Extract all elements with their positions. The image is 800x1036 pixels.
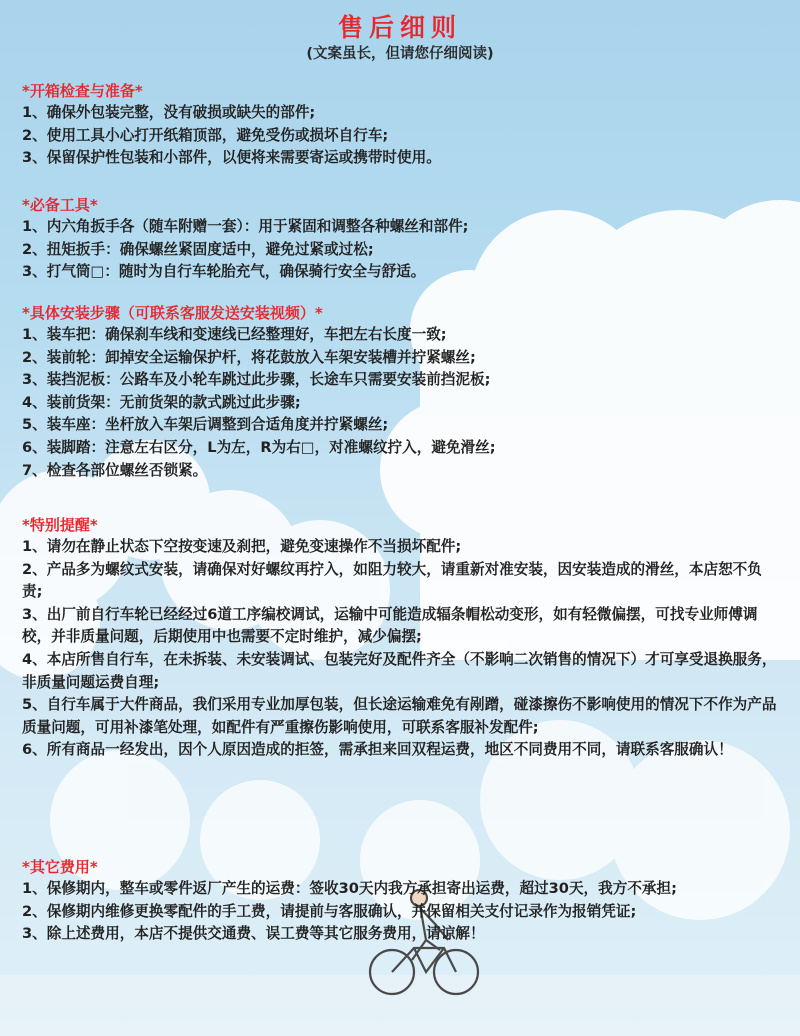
section-notice	[22, 514, 782, 762]
section-title-tools: *必备工具*	[22, 196, 98, 214]
list-item: 5、装车座：坐杆放入车架后调整到合适角度并拧紧螺丝;	[22, 416, 389, 434]
list-item: 1、请勿在静止状态下空按变速及刹把，避免变速操作不当损坏配件;	[22, 538, 462, 555]
list-item: 1、保修期内，整车或零件返厂产生的运费：签收30天内我方承担寄出运费，超过30天，我方不承担;	[22, 880, 677, 897]
list-item: 3、打气筒□：随时为自行车轮胎充气，确保骑行安全与舒适。	[22, 263, 426, 281]
list-item: 1、装车把：确保刹车线和变速线已经整理好，车把左右长度一致;	[22, 326, 447, 343]
section-install	[22, 302, 782, 482]
list-item: 3、保留保护性包装和小部件，以便将来需要寄运或携带时使用。	[22, 149, 441, 167]
section-tools	[22, 194, 782, 284]
list-item: 1、确保外包装完整，没有破损或缺失的部件;	[22, 104, 316, 121]
list-item: 7、检查各部位螺丝否锁紧。	[22, 461, 208, 479]
list-item: 3、除上述费用，本店不提供交通费、误工费等其它服务费用，请谅解！	[22, 925, 485, 943]
section-title-unboxing: *开箱检查与准备*	[22, 82, 143, 100]
section-title-notice: *特别提醒*	[22, 516, 98, 534]
list-item: 4、装前货架：无前货架的款式跳过此步骤;	[22, 393, 301, 411]
page-title: 售后细则	[337, 13, 462, 42]
list-item: 2、使用工具小心打开纸箱顶部，避免受伤或损坏自行车;	[22, 126, 389, 144]
section-title-install: *具体安装步骤（可联系客服发送安装视频）*	[22, 304, 323, 322]
list-item: 3、出厂前自行车轮已经经过6道工序编校调试，运输中可能造成辐条帽松动变形，如有轻微偏摆，可找专业师傅调校，并非质量问题，后期使用中也需要不定时维护，减少偏摆;	[22, 605, 758, 646]
section-unboxing	[22, 80, 782, 170]
list-item: 2、扭矩扳手：确保螺丝紧固度适中，避免过紧或过松;	[22, 240, 374, 258]
list-item: 1、内六角扳手各（随车附赠一套）：用于紧固和调整各种螺丝和部件;	[22, 218, 469, 235]
list-item: 2、产品多为螺纹式安装，请确保对好螺纹再拧入，如阻力较大，请重新对准安装，因安装造成的滑丝，本店恕不负责;	[22, 560, 762, 601]
list-item: 4、本店所售自行车，在未拆装、未安装调试、包装完好及配件齐全（不影响二次销售的情况下）才可享受退换服务，非质量问题运费自理;	[22, 650, 777, 691]
list-item: 5、自行车属于大件商品，我们采用专业加厚包装，但长途运输难免有剐蹭，碰漆擦伤不影响使用的情况下不作为产品质量问题，可用补漆笔处理，如配件有严重擦伤影响使用，可联系客服补发配件;	[22, 696, 777, 736]
page-subtitle: (文案虽长，但请您仔细阅读)	[306, 46, 494, 62]
list-item: 6、装脚踏：注意左右区分，L为左，R为右□，对准螺纹拧入，避免滑丝;	[22, 438, 496, 456]
list-item: 2、保修期内维修更换零配件的手工费，请提前与客服确认，并保留相关支付记录作为报销凭证;	[22, 902, 637, 920]
list-item: 6、所有商品一经发出，因个人原因造成的拒签，需承担来回双程运费，地区不同费用不同，请联系客服确认！	[22, 741, 733, 759]
list-item: 2、装前轮：卸掉安全运输保护杆，将花鼓放入车架安装槽并拧紧螺丝;	[22, 348, 476, 366]
list-item: 3、装挡泥板：公路车及小轮车跳过此步骤，长途车只需要安装前挡泥板;	[22, 371, 491, 389]
section-fees	[22, 856, 782, 946]
section-title-fees: *其它费用*	[22, 858, 98, 876]
